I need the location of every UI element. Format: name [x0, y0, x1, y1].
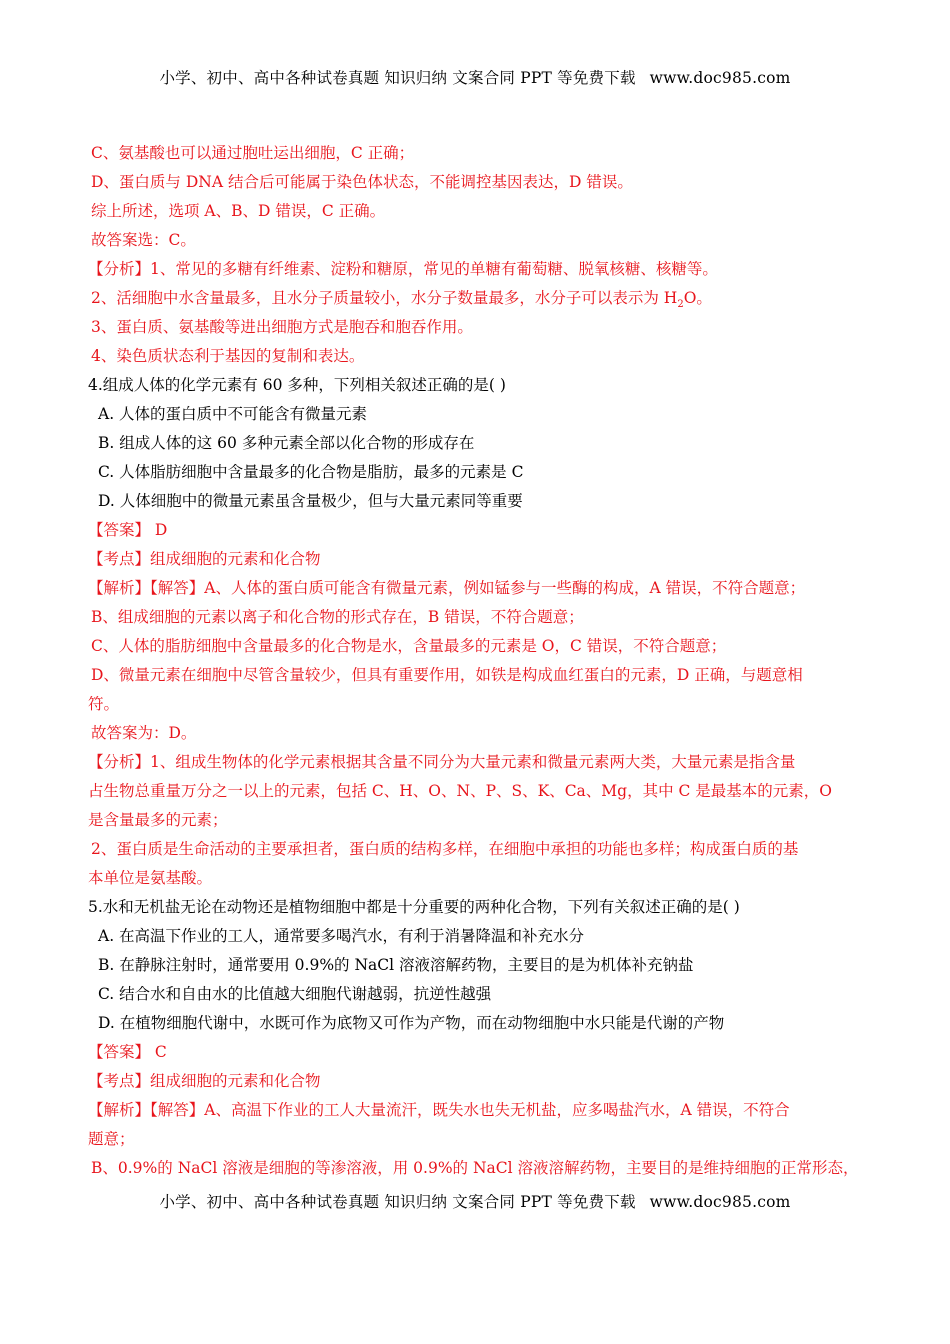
- explanation-line: B、0.9%的 NaCl 溶液是细胞的等渗溶液，用 0.9%的 NaCl 溶液溶解药物，主要目的是维持细胞的正常形态，: [91, 1159, 859, 1177]
- explanation-line: 符。: [88, 695, 120, 713]
- footer-site: www.doc985.com: [649, 1193, 791, 1211]
- text-line: C、氨基酸也可以通过胞吐运出细胞，C 正确；: [91, 144, 415, 162]
- question-4: 4.组成人体的化学元素有 60 多种，下列相关叙述正确的是( ): [88, 376, 506, 394]
- header-text: 小学、初中、高中各种试卷真题 知识归纳 文案合同 PPT 等免费下载: [159, 69, 636, 87]
- analysis-line: 是含量最多的元素；: [88, 811, 228, 829]
- option-d: D. 人体细胞中的微量元素虽含量极少，但与大量元素同等重要: [98, 492, 523, 510]
- answer-line: 【答案】 C: [88, 1043, 167, 1061]
- text-line: 综上所述，选项 A、B、D 错误，C 正确。: [91, 202, 386, 220]
- analysis-line: 【分析】1、组成生物体的化学元素根据其含量不同分为大量元素和微量元素两大类，大量元素是指含量: [88, 753, 796, 771]
- explanation-line: D、微量元素在细胞中尽管含量较少，但具有重要作用，如铁是构成血红蛋白的元素，D 正确，与题意相: [91, 666, 803, 684]
- subscript: 2: [677, 299, 684, 311]
- explanation-line: 题意；: [88, 1130, 135, 1148]
- document-body: [88, 139, 868, 1183]
- explanation-line: 故答案为：D。: [91, 724, 197, 742]
- topic-line: 【考点】组成细胞的元素和化合物: [88, 1072, 321, 1090]
- option-c: C. 结合水和自由水的比值越大细胞代谢越弱，抗逆性越强: [98, 985, 492, 1003]
- option-a: A. 人体的蛋白质中不可能含有微量元素: [98, 405, 368, 423]
- analysis-text: 2、活细胞中水含量最多，且水分子质量较小，水分子数量最多，水分子可以表示为 H: [91, 289, 678, 307]
- option-b: B. 在静脉注射时，通常要用 0.9%的 NaCl 溶液溶解药物，主要目的是为机体补充钠盐: [98, 956, 694, 974]
- page-footer: [0, 1190, 950, 1212]
- text-line: D、蛋白质与 DNA 结合后可能属于染色体状态，不能调控基因表达，D 错误。: [91, 173, 633, 191]
- text-line: 故答案选：C。: [91, 231, 196, 249]
- page-header: [0, 66, 950, 88]
- footer-text: 小学、初中、高中各种试卷真题 知识归纳 文案合同 PPT 等免费下载: [159, 1193, 636, 1211]
- analysis-line: 占生物总重量万分之一以上的元素，包括 C、H、O、N、P、S、K、Ca、Mg，其中 C 是最基本的元素，O: [88, 782, 833, 800]
- explanation-line: 【解析】【解答】A、高温下作业的工人大量流汗，既失水也失无机盐，应多喝盐汽水，A 错误，不符合: [88, 1101, 790, 1119]
- analysis-line: [88, 284, 868, 313]
- analysis-line: 3、蛋白质、氨基酸等进出细胞方式是胞吞和胞吞作用。: [91, 318, 473, 336]
- analysis-line: 本单位是氨基酸。: [88, 869, 213, 887]
- explanation-line: 【解析】【解答】A、人体的蛋白质可能含有微量元素，例如锰参与一些酶的构成，A 错误，不符合题意；: [88, 579, 806, 597]
- analysis-line: 4、染色质状态利于基因的复制和表达。: [91, 347, 365, 365]
- option-a: A. 在高温下作业的工人，通常要多喝汽水，有利于消暑降温和补充水分: [98, 927, 585, 945]
- analysis-line: 2、蛋白质是生命活动的主要承担者，蛋白质的结构多样，在细胞中承担的功能也多样；构成蛋白质的基: [91, 840, 799, 858]
- explanation-line: B、组成细胞的元素以离子和化合物的形式存在，B 错误，不符合题意；: [91, 608, 584, 626]
- option-d: D. 在植物细胞代谢中，水既可作为底物又可作为产物，而在动物细胞中水只能是代谢的产物: [98, 1014, 725, 1032]
- explanation-line: C、人体的脂肪细胞中含量最多的化合物是水，含量最多的元素是 O，C 错误，不符合题意；: [91, 637, 727, 655]
- header-site: www.doc985.com: [649, 69, 791, 87]
- analysis-text: O。: [683, 289, 712, 307]
- question-5: 5.水和无机盐无论在动物还是植物细胞中都是十分重要的两种化合物，下列有关叙述正确的是( ): [88, 898, 740, 916]
- analysis-line: 【分析】1、常见的多糖有纤维素、淀粉和糖原，常见的单糖有葡萄糖、脱氧核糖、核糖等。: [88, 260, 718, 278]
- answer-line: 【答案】 D: [88, 521, 168, 539]
- topic-line: 【考点】组成细胞的元素和化合物: [88, 550, 321, 568]
- option-c: C. 人体脂肪细胞中含量最多的化合物是脂肪，最多的元素是 C: [98, 463, 524, 481]
- option-b: B. 组成人体的这 60 多种元素全部以化合物的形成存在: [98, 434, 475, 452]
